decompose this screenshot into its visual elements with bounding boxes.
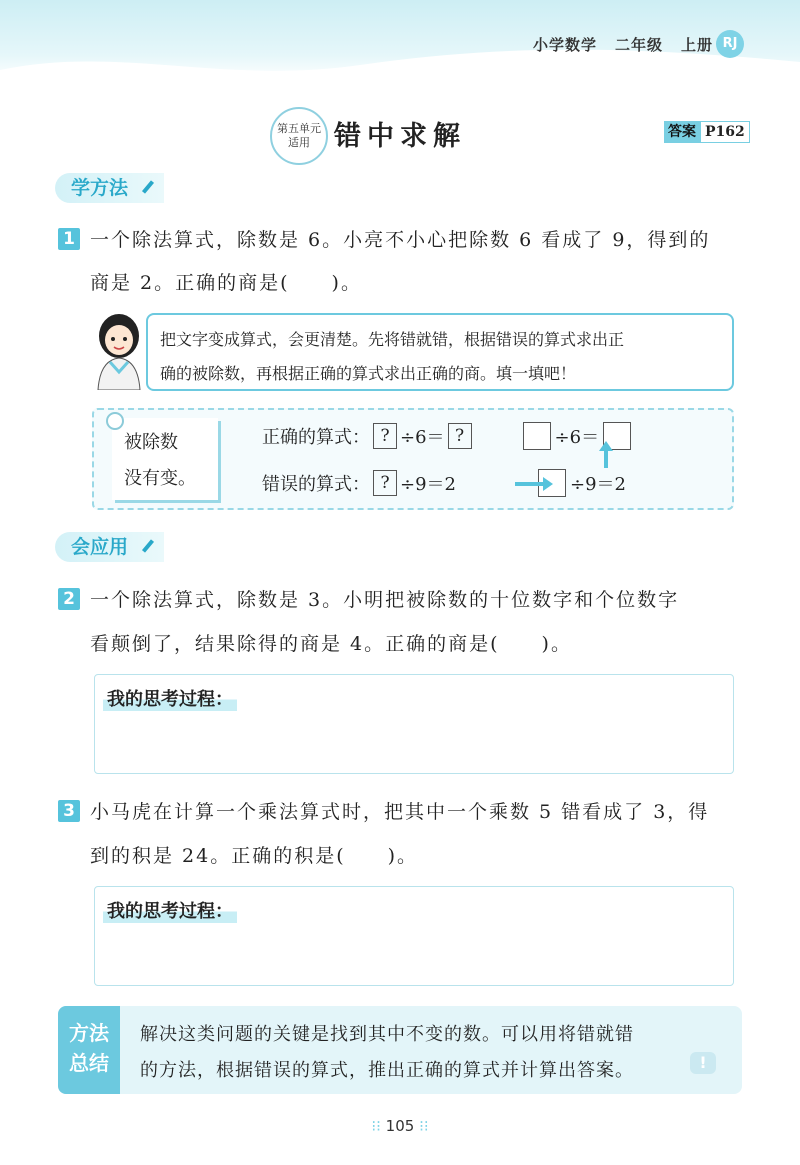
summary-tag-line1: 方法 (69, 1021, 109, 1045)
unknown-dividend-box: ? (373, 423, 397, 449)
pencil-icon (142, 539, 154, 552)
sticky-note (112, 418, 218, 500)
page-number-value: 105 (385, 1117, 415, 1135)
question-3-number: 3 (58, 800, 80, 822)
edition-badge: RJ (716, 30, 744, 58)
volume: 上册 (681, 36, 714, 54)
question-1-number: 1 (58, 228, 80, 250)
divide-by-9-eq-2-answer: ÷9＝2 (570, 474, 626, 495)
summary-line1: 解决这类问题的关键是找到其中不变的数。可以用将错就错 (140, 1024, 634, 1045)
section-learn-label: 学方法 (71, 177, 129, 199)
subject: 小学数学 (533, 36, 598, 54)
question-2-answer-area[interactable] (94, 674, 734, 774)
question-3-answer-area[interactable] (94, 886, 734, 986)
summary-line2: 的方法，根据错误的算式，推出正确的算式并计算出答案。 (140, 1060, 634, 1081)
summary-tag-line2: 总结 (69, 1051, 109, 1075)
method-summary (58, 1006, 742, 1094)
question-1-line2: 商是 2。正确的商是( )。 (90, 272, 362, 294)
summary-tag (58, 1006, 120, 1094)
question-3-line2: 到的积是 24。正确的积是( )。 (90, 845, 419, 867)
bubble-line1: 把文字变成算式，会更清楚。先将错就错，根据错误的算式求出正 (160, 330, 625, 349)
hint-bubble (146, 313, 734, 391)
seal-line1: 第五单元 (277, 122, 321, 135)
wrong-unknown-dividend-box: ? (373, 470, 397, 496)
page-title: 错中求解 (334, 121, 466, 152)
answer-dividend-blank[interactable] (523, 422, 551, 450)
section-apply (55, 532, 164, 562)
wrong-equation (262, 469, 626, 497)
section-learn-method (55, 173, 164, 203)
unknown-quotient-box: ? (448, 423, 472, 449)
divide-by-6: ÷6＝ (400, 427, 445, 448)
grade: 二年级 (615, 36, 664, 54)
question-3-line1: 小马虎在计算一个乘法算式时，把其中一个乘数 5 错看成了 3，得 (90, 801, 710, 823)
seal-line2: 适用 (288, 136, 310, 149)
note-line2: 没有变。 (124, 468, 196, 489)
note-line1: 被除数 (124, 432, 178, 453)
correct-equation-label: 正确的算式： (262, 427, 370, 448)
arrow-up-icon (604, 450, 608, 468)
question-2-number: 2 (58, 588, 80, 610)
correct-equation (262, 422, 635, 450)
think-label: 我的思考过程： (103, 897, 237, 923)
exclamation-icon: ! (690, 1052, 716, 1074)
paperclip-icon (106, 412, 124, 430)
divide-by-9-eq-2: ÷9＝2 (400, 474, 456, 495)
arrow-right-icon (515, 482, 545, 486)
answer-label: 答案 (664, 121, 700, 143)
girl-illustration-icon (90, 310, 148, 390)
divide-by-6-answer: ÷6＝ (554, 427, 600, 448)
answer-reference (664, 121, 750, 143)
wrong-equation-label: 错误的算式： (262, 474, 370, 495)
book-info (533, 34, 731, 55)
pencil-icon (142, 180, 154, 193)
bubble-line2: 确的被除数，再根据正确的算式求出正确的商。填一填吧！ (160, 364, 577, 383)
page-dots-left: ⁝⁝ (371, 1117, 381, 1135)
question-2-line1: 一个除法算式，除数是 3。小明把被除数的十位数字和个位数字 (90, 589, 680, 611)
unit-seal (270, 107, 328, 165)
question-2-line2: 看颠倒了，结果除得的商是 4。正确的商是( )。 (90, 633, 572, 655)
section-apply-label: 会应用 (71, 536, 129, 558)
question-1-line1: 一个除法算式，除数是 6。小亮不小心把除数 6 看成了 9，得到的 (90, 229, 711, 251)
think-label: 我的思考过程： (103, 685, 237, 711)
answer-page: P162 (700, 121, 750, 143)
page-dots-right: ⁝⁝ (419, 1117, 429, 1135)
page-number (0, 1117, 800, 1135)
